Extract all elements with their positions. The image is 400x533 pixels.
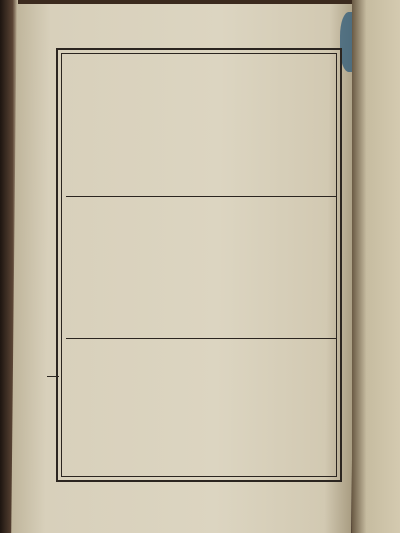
section-divider: [66, 338, 336, 339]
page-frame-inner: [61, 53, 337, 477]
page-frame: [56, 48, 342, 482]
page-number-mark: [47, 376, 59, 377]
facing-page: [352, 0, 400, 533]
section-divider: [66, 196, 336, 197]
